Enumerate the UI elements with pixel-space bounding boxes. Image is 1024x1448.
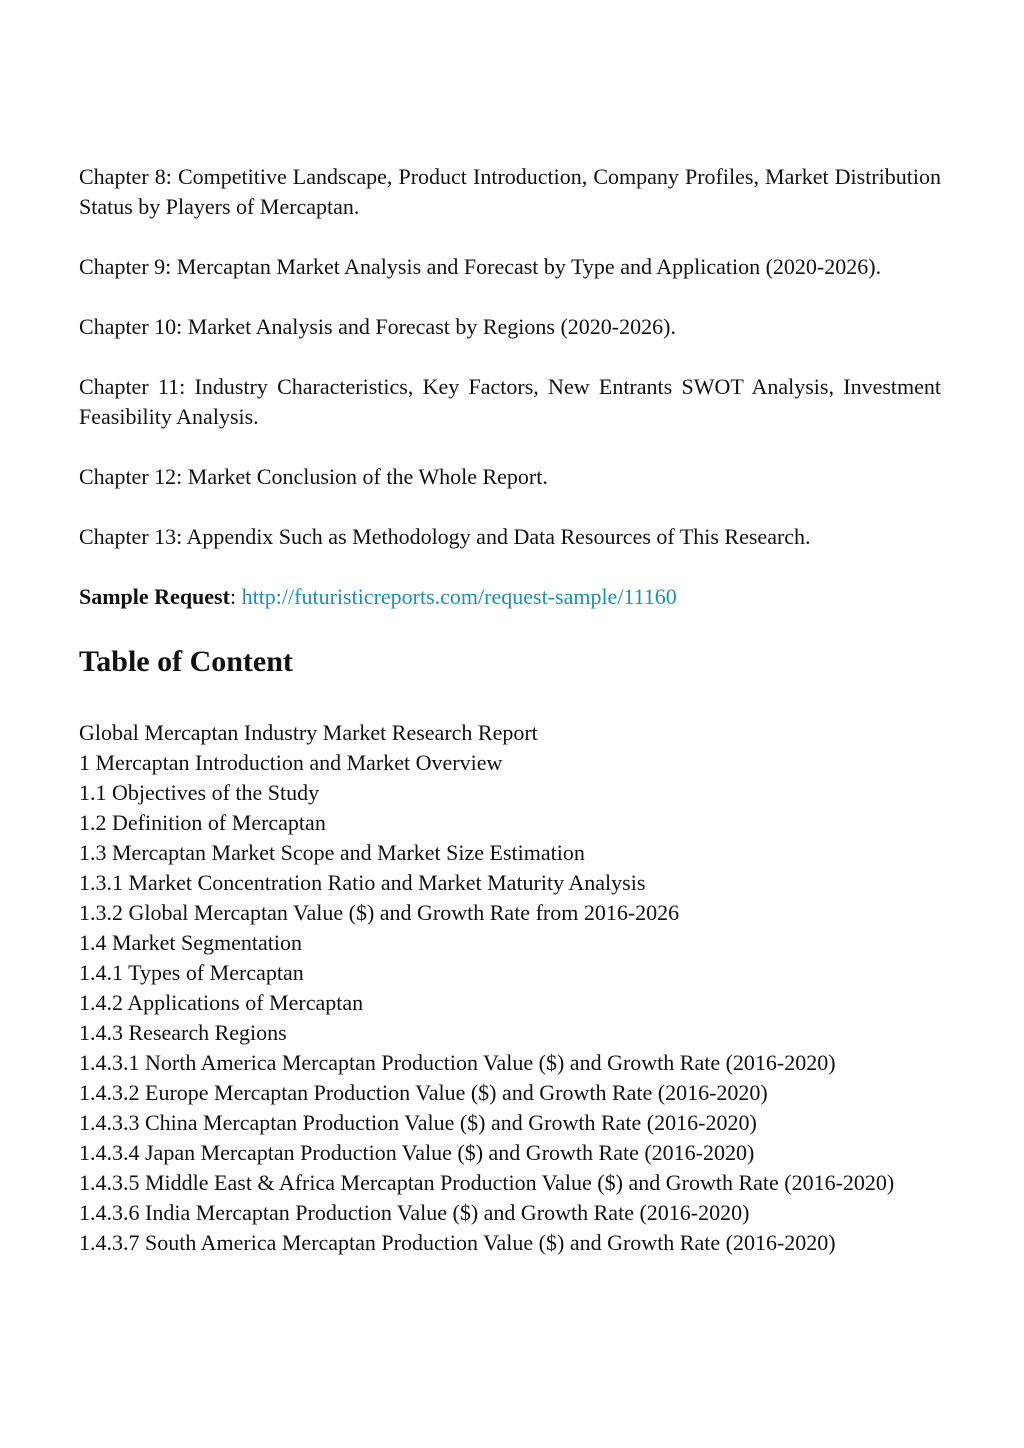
toc-item: 1.3.2 Global Mercaptan Value ($) and Growth Rate from 2016-2026: [79, 900, 680, 925]
toc-item: 1.4.3.4 Japan Mercaptan Production Value ($) and Growth Rate (2016-2020): [79, 1140, 755, 1165]
toc-item: 1 Mercaptan Introduction and Market Overview: [79, 750, 503, 775]
toc-item: 1.3.1 Market Concentration Ratio and Market Maturity Analysis: [79, 870, 646, 895]
toc-item: Global Mercaptan Industry Market Research Report: [79, 720, 538, 745]
chapter-10-paragraph: Chapter 10: Market Analysis and Forecast by Regions (2020-2026).: [79, 314, 676, 339]
toc-item: 1.4.3.6 India Mercaptan Production Value ($) and Growth Rate (2016-2020): [79, 1200, 750, 1225]
sample-request-label: Sample Request: [79, 584, 230, 609]
toc-item: 1.4.1 Types of Mercaptan: [79, 960, 304, 985]
toc-heading: Table of Content: [79, 645, 293, 678]
chapter-13-paragraph: Chapter 13: Appendix Such as Methodology and Data Resources of This Research.: [79, 524, 811, 549]
document-page: [79, 162, 941, 1258]
toc-item: 1.3 Mercaptan Market Scope and Market Size Estimation: [79, 840, 585, 865]
sample-request-link[interactable]: http://futuristicreports.com/request-sample/11160: [241, 584, 677, 609]
toc-item: 1.4.3.1 North America Mercaptan Production Value ($) and Growth Rate (2016-2020): [79, 1050, 836, 1075]
toc-item: 1.4.3.5 Middle East & Africa Mercaptan Production Value ($) and Growth Rate (2016-2020): [79, 1170, 895, 1195]
toc-item: 1.4.3.3 China Mercaptan Production Value ($) and Growth Rate (2016-2020): [79, 1110, 757, 1135]
toc-item: 1.2 Definition of Mercaptan: [79, 810, 326, 835]
toc-item: 1.4.3.7 South America Mercaptan Production Value ($) and Growth Rate (2016-2020): [79, 1230, 836, 1255]
chapter-8-paragraph: Chapter 8: Competitive Landscape, Product Introduction, Company Profiles, Market Distribution Status by Players of Mercaptan.: [79, 164, 941, 219]
toc-item: 1.4.2 Applications of Mercaptan: [79, 990, 364, 1015]
chapter-12-paragraph: Chapter 12: Market Conclusion of the Whole Report.: [79, 464, 548, 489]
sample-request-separator: :: [229, 584, 242, 609]
toc-list: [79, 718, 941, 1258]
toc-item: 1.1 Objectives of the Study: [79, 780, 320, 805]
toc-item: 1.4.3.2 Europe Mercaptan Production Value ($) and Growth Rate (2016-2020): [79, 1080, 768, 1105]
chapter-9-paragraph: Chapter 9: Mercaptan Market Analysis and Forecast by Type and Application (2020-2026).: [79, 254, 882, 279]
chapter-11-paragraph: Chapter 11: Industry Characteristics, Key Factors, New Entrants SWOT Analysis, Investment Feasibility Analysis.: [79, 374, 941, 429]
toc-item: 1.4 Market Segmentation: [79, 930, 303, 955]
toc-item: 1.4.3 Research Regions: [79, 1020, 287, 1045]
sample-request-line: [79, 582, 941, 612]
